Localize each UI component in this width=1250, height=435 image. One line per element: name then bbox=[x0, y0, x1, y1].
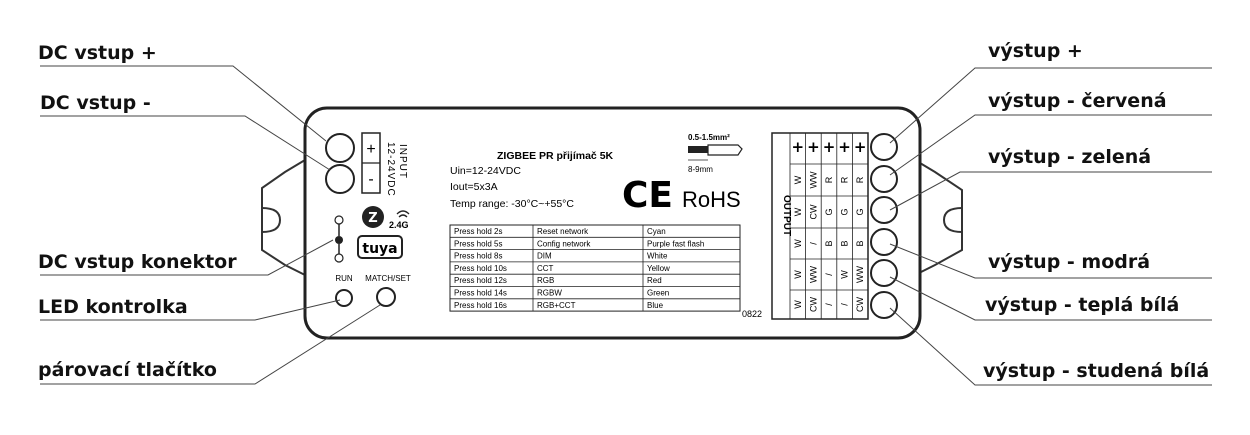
input-minus-sign: - bbox=[368, 171, 374, 188]
callout-out-red: výstup - červená bbox=[988, 90, 1167, 112]
output-grid-cell: G bbox=[824, 208, 834, 216]
output-grid-cell: CW bbox=[808, 204, 819, 220]
input-plus-sign: + bbox=[366, 141, 376, 158]
output-grid-cell: WW bbox=[855, 266, 866, 283]
mode-table-cell: White bbox=[647, 251, 668, 261]
leader-dc-minus bbox=[40, 116, 330, 170]
mode-table-cell: Press hold 8s bbox=[454, 251, 503, 261]
output-grid-cell: R bbox=[855, 176, 866, 184]
zigbee-badge: 2.4G bbox=[389, 220, 409, 230]
mode-table-cell: RGB bbox=[537, 276, 555, 286]
svg-text:Z: Z bbox=[368, 211, 378, 226]
temp-range: Temp range: -30°C~+55°C bbox=[450, 198, 574, 210]
output-grid-cell: CW bbox=[808, 297, 819, 312]
leader-out-green bbox=[890, 172, 1212, 210]
callout-out-plus: výstup + bbox=[988, 40, 1083, 62]
dc-jack-center bbox=[335, 236, 343, 244]
wire-stripped-end bbox=[688, 146, 708, 153]
mode-table-cell: Cyan bbox=[647, 227, 666, 236]
mode-table-cell: CCT bbox=[537, 263, 554, 273]
wire-gauge: 0.5-1.5mm² bbox=[688, 133, 730, 142]
mode-table-cell: Press hold 10s bbox=[454, 263, 507, 273]
mode-table-cell: Press hold 2s bbox=[454, 227, 503, 236]
mode-table-cell: Press hold 14s bbox=[454, 288, 507, 298]
callout-out-cold: výstup - studená bílá bbox=[983, 360, 1210, 382]
callout-out-warm: výstup - teplá bílá bbox=[985, 294, 1180, 316]
input-minus-terminal bbox=[326, 165, 354, 193]
output-plus-sign: + bbox=[791, 138, 805, 156]
date-code: 0822 bbox=[742, 309, 763, 319]
input-plus-terminal bbox=[326, 134, 354, 162]
dc-jack-top bbox=[335, 216, 343, 224]
tuya-logo: tuya bbox=[362, 241, 398, 257]
input-spec: Uin=12-24VDC bbox=[450, 165, 521, 177]
mode-table-cell: Press hold 16s bbox=[454, 300, 507, 310]
run-led bbox=[336, 290, 352, 306]
output-plus-sign: + bbox=[822, 138, 836, 156]
mode-table-cell: Blue bbox=[647, 300, 664, 310]
mode-table-cell: Press hold 12s bbox=[454, 276, 507, 286]
mode-table bbox=[450, 225, 740, 311]
mode-table-cell: Green bbox=[647, 288, 670, 298]
ce-mark: CE bbox=[622, 175, 674, 216]
output-grid-cell: W bbox=[792, 270, 803, 279]
output-grid-cell: G bbox=[839, 208, 850, 216]
dc-jack-bottom bbox=[335, 254, 343, 262]
output-grid-cell: R bbox=[839, 176, 850, 184]
output-grid-cell: CW bbox=[855, 297, 866, 312]
mode-table-cell: Yellow bbox=[647, 263, 670, 273]
match-set-button bbox=[377, 288, 395, 306]
output-terminal-6 bbox=[871, 292, 897, 318]
output-plus-sign: + bbox=[807, 138, 820, 156]
mode-table-cell: DIM bbox=[537, 251, 552, 261]
output-grid-cell: / bbox=[839, 303, 850, 306]
right-ear-slot bbox=[944, 208, 962, 232]
output-grid-cell: W bbox=[839, 270, 850, 279]
output-terminal-5 bbox=[871, 260, 897, 286]
output-plus-sign: + bbox=[838, 138, 851, 156]
device-title: ZIGBEE PR přijímač 5K bbox=[497, 150, 614, 162]
output-terminal-2 bbox=[871, 166, 897, 192]
input-voltage-label: 12-24VDC bbox=[385, 142, 396, 197]
callout-dc-plus: DC vstup + bbox=[38, 42, 157, 64]
output-grid-cell: W bbox=[792, 239, 803, 248]
output-grid-cell: G bbox=[855, 208, 866, 216]
output-grid-cell: WW bbox=[808, 171, 819, 189]
strip-length: 8-9mm bbox=[688, 165, 713, 174]
callout-out-green: výstup - zelená bbox=[988, 146, 1152, 168]
output-terminal-3 bbox=[871, 197, 897, 223]
mode-table-cell: Purple fast flash bbox=[647, 239, 705, 249]
mode-table-cell: Press hold 5s bbox=[454, 239, 503, 249]
callout-led: LED kontrolka bbox=[38, 296, 188, 318]
match-set-label: MATCH/SET bbox=[365, 274, 411, 283]
output-terminal-1 bbox=[871, 134, 897, 160]
mode-table-cell: Config network bbox=[537, 239, 591, 249]
output-grid-cell: / bbox=[824, 273, 834, 276]
mode-table-cell: Reset network bbox=[537, 227, 589, 236]
output-spec: Iout=5x3A bbox=[450, 181, 498, 193]
output-grid-cell: B bbox=[824, 240, 834, 247]
output-label: OUTPUT bbox=[781, 195, 792, 237]
wire-insulation bbox=[708, 145, 742, 155]
callout-dc-minus: DC vstup - bbox=[40, 92, 151, 114]
callout-dc-connector: DC vstup konektor bbox=[38, 251, 237, 273]
output-plus-sign: + bbox=[853, 138, 867, 156]
output-grid-cell: W bbox=[792, 300, 803, 309]
run-label: RUN bbox=[335, 274, 353, 283]
output-grid-cell: B bbox=[839, 240, 850, 247]
output-grid-cell: / bbox=[808, 242, 819, 245]
callout-out-blue: výstup - modrá bbox=[988, 251, 1151, 273]
callout-pair-button: párovací tlačítko bbox=[38, 359, 217, 381]
left-mounting-ear bbox=[262, 160, 305, 275]
input-label: INPUT bbox=[397, 144, 408, 179]
output-grid-cell: / bbox=[824, 303, 834, 306]
output-grid-cell: W bbox=[792, 175, 803, 185]
rohs-mark: RoHS bbox=[682, 187, 741, 212]
mode-table-cell: RGB+CCT bbox=[537, 300, 576, 310]
left-ear-slot bbox=[262, 208, 280, 232]
output-grid-cell: R bbox=[824, 176, 834, 184]
output-terminal-4 bbox=[871, 229, 897, 255]
output-grid-cell: WW bbox=[808, 266, 819, 283]
right-mounting-ear bbox=[915, 160, 962, 275]
mode-table-cell: Red bbox=[647, 276, 662, 286]
mode-table-cell: RGBW bbox=[537, 288, 562, 298]
output-grid-cell: B bbox=[855, 240, 866, 247]
output-grid-cell: W bbox=[792, 207, 803, 217]
